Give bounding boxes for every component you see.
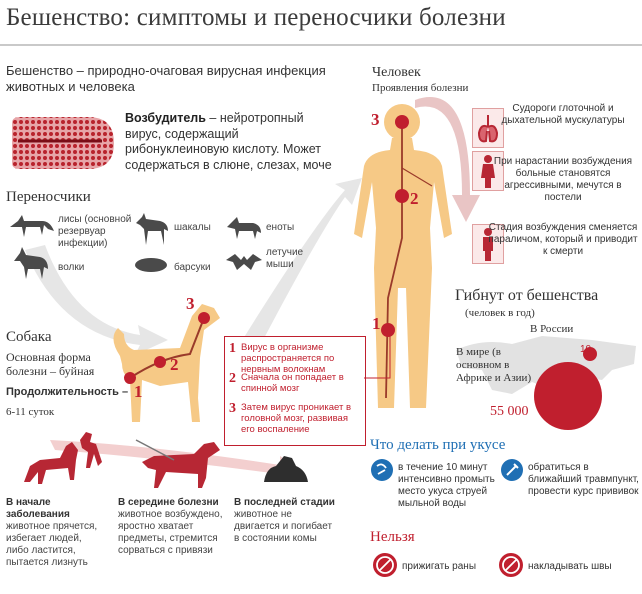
stage-middle-text: животное возбуждено, яростно хватает предметы, стремится сорваться с привязи (118, 509, 223, 556)
spread-box (224, 336, 366, 446)
forbidden-item-2: накладывать швы (528, 561, 612, 572)
forbidden-heading: Нельзя (370, 529, 415, 545)
wash-hands-icon (370, 458, 394, 482)
human-marker-2-dot (395, 189, 409, 203)
dog-stage-early-illustration (20, 432, 108, 492)
russia-value: 10 (580, 344, 592, 355)
dog-marker-2: 2 (170, 355, 179, 374)
forbidden-item-1: прижигать раны (402, 561, 477, 572)
stage-late (234, 497, 338, 545)
human-subtitle: Проявления болезни (372, 82, 469, 94)
carrier-wolves: волки (58, 262, 85, 273)
dog-marker-1: 1 (134, 382, 143, 401)
symptom-1-text: Судороги глоточной и дыхательной мускулатуры (501, 103, 625, 126)
bat-icon (225, 250, 263, 276)
deaths-heading: Гибнут от бешенства (455, 287, 599, 304)
page-title: Бешенство: симптомы и переносчики болезни (6, 4, 506, 31)
spread-text-2: Сначала он попадает в спинной мозг (241, 372, 344, 394)
human-marker-2: 2 (410, 189, 419, 208)
stage-early (6, 497, 106, 569)
what-to-do-item-1: в течение 10 минут интенсивно промыть место укуса струей мыльной воды (398, 462, 495, 509)
agent-description (125, 111, 340, 173)
raccoon-icon (225, 215, 263, 241)
fox-icon (8, 213, 56, 243)
dog-duration-value: 6-11 суток (6, 406, 55, 418)
symptom-3-text: Стадия возбуждения сменяется параличом, который и приводит к смерти (488, 222, 638, 257)
spread-num-1: 1 (229, 341, 236, 356)
dog-marker-2-dot (154, 356, 166, 368)
carrier-badgers: барсуки (174, 262, 211, 273)
carrier-bats: летучие мыши (266, 247, 304, 270)
dog-heading: Собака (6, 329, 52, 345)
jackal-icon (134, 213, 170, 247)
spread-num-3: 3 (229, 401, 236, 416)
stage-late-title: В последней стадии (234, 497, 335, 508)
intro-text: Бешенство – природно-очаговая вирусная инфекция животных и человека (6, 63, 326, 94)
carrier-raccoons: еноты (266, 222, 295, 233)
wolf-icon (10, 247, 50, 281)
dog-stage-middle-illustration (134, 438, 226, 492)
spread-text-3: Затем вирус проникает в головной мозг, развивая его воспаление (241, 402, 351, 435)
human-heading: Человек (372, 65, 421, 80)
dog-subtitle: Основная форма болезни – буйная (6, 350, 95, 378)
world-label: В мире (в основном в Африке и Азии) (456, 346, 532, 384)
stage-middle (118, 497, 224, 557)
what-to-do-heading: Что делать при укусе (370, 437, 506, 453)
no-stitches-icon (498, 552, 524, 578)
human-marker-3-dot (395, 115, 409, 129)
human-marker-3: 3 (371, 110, 380, 129)
agent-text: – нейротропный вирус, содержащий рибонуклеиновую кислоту. Может содержаться в слюне, слезах, моче (125, 111, 332, 172)
russia-label: В России (530, 323, 574, 335)
dog-illustration (100, 298, 230, 428)
what-to-do-item-2: обратиться в ближайший травмпункт, провести курс прививок (528, 462, 639, 497)
connector-line (364, 330, 404, 380)
no-cauterize-icon (372, 552, 398, 578)
stage-middle-title: В середине болезни (118, 497, 219, 508)
carriers-heading: Переносчики (6, 189, 91, 205)
spread-num-2: 2 (229, 371, 236, 386)
dog-marker-3-dot (198, 312, 210, 324)
carrier-jackals: шакалы (174, 222, 211, 233)
dog-stage-late-illustration (262, 452, 310, 488)
dog-duration-label: Продолжительность – (6, 386, 129, 398)
spread-text-1: Вирус в организме распространяется по нервным волокнам (241, 342, 335, 375)
stage-early-title: В начале заболевания (6, 497, 70, 520)
syringe-icon (500, 458, 524, 482)
human-marker-1: 1 (372, 314, 381, 333)
dog-marker-3: 3 (186, 294, 195, 313)
stage-early-text: животное прячется, избегает людей, либо ластится, пытается лизнуть (6, 521, 98, 568)
deaths-subtitle: (человек в год) (465, 307, 535, 319)
virus-illustration (6, 113, 118, 173)
badger-icon (133, 256, 169, 274)
stage-late-text: животное не двигается и погибает в состоянии комы (234, 509, 333, 544)
carrier-foxes: лисы (основной резервуар инфекции) (58, 214, 132, 249)
agent-label: Возбудитель (125, 111, 206, 125)
world-value: 55 000 (490, 404, 529, 419)
symptom-2-text: При нарастании возбуждения больные становятся агрессивными, мечутся в постели (493, 156, 633, 203)
